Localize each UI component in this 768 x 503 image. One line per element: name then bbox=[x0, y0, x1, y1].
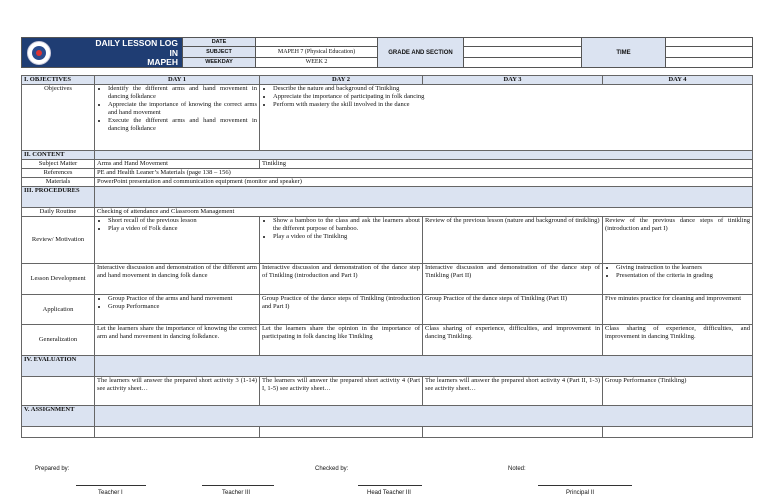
lesson-day-1: Interactive discussion and demonstration of the different arm and hand movement in dancing folk dance bbox=[95, 264, 260, 295]
daily-routine-row bbox=[22, 208, 753, 217]
assignment-day-1 bbox=[95, 427, 260, 438]
list-item: • Short recall of the previous lesson bbox=[108, 217, 257, 225]
date-label: DATE bbox=[183, 38, 256, 47]
lesson-development-row bbox=[22, 264, 753, 295]
subject-matter-day-2-4: Tinikling bbox=[260, 160, 753, 169]
signature-line-teacher3 bbox=[202, 485, 274, 486]
header-table bbox=[21, 37, 753, 68]
grade-section-label: GRADE AND SECTION bbox=[378, 38, 464, 68]
lesson-development-label: Lesson Development bbox=[22, 264, 95, 295]
evaluation-header-row bbox=[22, 356, 753, 377]
subject-matter-row bbox=[22, 160, 753, 169]
signature-line-principal bbox=[538, 485, 632, 486]
references-row bbox=[22, 169, 753, 178]
lesson-day-2: Interactive discussion and demonstration of the dance step of Tinikling (introduction and Part I) bbox=[260, 264, 423, 295]
generalization-label: Generalization bbox=[22, 325, 95, 356]
lesson-day-4 bbox=[603, 264, 753, 295]
section-evaluation: IV. EVALUATION bbox=[22, 356, 95, 377]
subject-field[interactable]: MAPEH 7 (Physical Education) bbox=[256, 47, 378, 57]
review-day-1 bbox=[95, 217, 260, 264]
list-item: • Play a video of Folk dance bbox=[108, 225, 257, 233]
materials-value: PowerPoint presentation and communication equipment (monitor and speaker) bbox=[95, 178, 753, 187]
review-day-3: Review of the previous lesson (nature and background of tinikling) bbox=[423, 217, 603, 264]
list-item: • Execute the different arms and hand movement in dancing folkdance bbox=[108, 117, 257, 133]
references-label: References bbox=[22, 169, 95, 178]
assignment-day-2 bbox=[260, 427, 423, 438]
objectives-day-2-4 bbox=[260, 85, 753, 151]
signature-line-head-teacher bbox=[358, 485, 422, 486]
grade-section-field-1[interactable] bbox=[464, 38, 582, 47]
review-row bbox=[22, 217, 753, 264]
section-content: II. CONTENT bbox=[22, 151, 95, 160]
list-item: • Identify the different arms and hand movement in dancing folkdance bbox=[108, 85, 257, 101]
section-procedures: III. PROCEDURES bbox=[22, 187, 95, 208]
review-day-2 bbox=[260, 217, 423, 264]
grade-section-field-2[interactable] bbox=[464, 47, 582, 57]
content-header-row bbox=[22, 151, 753, 160]
title-line-2: IN bbox=[169, 47, 178, 58]
section-assignment: V. ASSIGNMENT bbox=[22, 406, 95, 427]
list-item: • Perform with mastery the skill involved in the dance bbox=[273, 101, 750, 109]
materials-row bbox=[22, 178, 753, 187]
objectives-row bbox=[22, 85, 753, 151]
deped-seal-icon bbox=[27, 41, 51, 65]
title-line-3: MAPEH bbox=[147, 57, 178, 67]
list-item: • Show a bamboo to the class and ask the learners about the different purpose of bamboo. bbox=[273, 217, 420, 233]
list-item: • Play a video of the Tinikling bbox=[273, 233, 420, 241]
application-day-2: Group Practice of the dance steps of Tinikling (introduction and Part I) bbox=[260, 295, 423, 325]
objectives-header-row bbox=[22, 76, 753, 85]
list-item: • Appreciate the importance of participating in folk dancing bbox=[273, 93, 750, 101]
application-day-3: Group Practice of the dance steps of Tinikling (Part II) bbox=[423, 295, 603, 325]
time-field-3[interactable] bbox=[666, 57, 753, 67]
checked-by-label: Checked by: bbox=[315, 466, 349, 472]
list-item: • Group Practice of the arms and hand movement bbox=[108, 295, 257, 303]
evaluation-day-4: Group Performance (Tinikling) bbox=[603, 377, 753, 406]
evaluation-day-2: The learners will answer the prepared short activity 4 (Part I, 1-5) see activity sheet… bbox=[260, 377, 423, 406]
review-day-4: Review of the previous dance steps of tinikling (introduction and part I) bbox=[603, 217, 753, 264]
subject-label: SUBJECT bbox=[183, 47, 256, 57]
evaluation-day-1: The learners will answer the prepared short activity 3 (1-14) see activity sheet… bbox=[95, 377, 260, 406]
list-item: • Giving instruction to the learners bbox=[616, 264, 750, 272]
prepared-by-label: Prepared by: bbox=[35, 466, 70, 472]
daily-routine-value: Checking of attendance and Classroom Management bbox=[95, 208, 753, 217]
day-3-heading: DAY 3 bbox=[423, 76, 603, 85]
evaluation-day-3: The learners will answer the prepared short activity 4 (Part II, 1-3) see activity sheet… bbox=[423, 377, 603, 406]
list-item: • Presentation of the criteria in grading bbox=[616, 272, 750, 280]
assignment-header-row bbox=[22, 406, 753, 427]
application-label: Application bbox=[22, 295, 95, 325]
procedures-header-row bbox=[22, 187, 753, 208]
generalization-day-4: Class sharing of experience, difficulties, and improvement in dancing Tinikling. bbox=[603, 325, 753, 356]
time-field-2[interactable] bbox=[666, 47, 753, 57]
section-objectives: I. OBJECTIVES bbox=[22, 76, 95, 85]
signature-line-teacher1 bbox=[76, 485, 146, 486]
objectives-day-1 bbox=[95, 85, 260, 151]
evaluation-row bbox=[22, 377, 753, 406]
list-item: • Appreciate the importance of knowing the correct arms and hand movement bbox=[108, 101, 257, 117]
application-row bbox=[22, 295, 753, 325]
teacher3-title: Teacher III bbox=[222, 490, 251, 496]
daily-routine-label: Daily Routine bbox=[22, 208, 95, 217]
weekday-field[interactable]: WEEK 2 bbox=[256, 57, 378, 67]
materials-label: Materials bbox=[22, 178, 95, 187]
references-value: PE and Health Leaner’s Materials (page 138 – 156) bbox=[95, 169, 753, 178]
application-day-4: Five minutes practice for cleaning and improvement bbox=[603, 295, 753, 325]
generalization-day-2: Let the learners share the opinion in the importance of participating in folk dancing like Tinikling bbox=[260, 325, 423, 356]
subject-matter-label: Subject Matter bbox=[22, 160, 95, 169]
head-teacher-title: Head Teacher III bbox=[367, 490, 411, 496]
time-label: TIME bbox=[582, 38, 666, 68]
objectives-label: Objectives bbox=[22, 85, 95, 151]
title-line-1: DAILY LESSON LOG bbox=[95, 38, 178, 48]
list-item: • Describe the nature and background of Tinikling bbox=[273, 85, 750, 93]
review-label: Review/ Motivation bbox=[22, 217, 95, 264]
application-day-1 bbox=[95, 295, 260, 325]
generalization-day-1: Let the learners share the importance of knowing the correct arm and hand movement in dancing folkdance. bbox=[95, 325, 260, 356]
lesson-day-3: Interactive discussion and demonstration of the dance step of Tinikling (Part II) bbox=[423, 264, 603, 295]
title-block bbox=[22, 38, 183, 68]
time-field-1[interactable] bbox=[666, 38, 753, 47]
date-field[interactable] bbox=[256, 38, 378, 47]
assignment-day-4 bbox=[603, 427, 753, 438]
generalization-day-3: Class sharing of experience, difficulties, and improvement in dancing Tinikling. bbox=[423, 325, 603, 356]
generalization-row bbox=[22, 325, 753, 356]
lesson-log-table bbox=[21, 75, 753, 438]
list-item: • Group Performance bbox=[108, 303, 257, 311]
teacher1-title: Teacher I bbox=[98, 490, 123, 496]
assignment-row bbox=[22, 427, 753, 438]
subject-matter-day-1: Arms and Hand Movement bbox=[95, 160, 260, 169]
grade-section-field-3[interactable] bbox=[464, 57, 582, 67]
day-1-heading: DAY 1 bbox=[95, 76, 260, 85]
assignment-day-3 bbox=[423, 427, 603, 438]
day-2-heading: DAY 2 bbox=[260, 76, 423, 85]
day-4-heading: DAY 4 bbox=[603, 76, 753, 85]
weekday-label: WEEKDAY bbox=[183, 57, 256, 67]
principal-title: Principal II bbox=[566, 490, 595, 496]
noted-label: Noted: bbox=[508, 466, 526, 472]
